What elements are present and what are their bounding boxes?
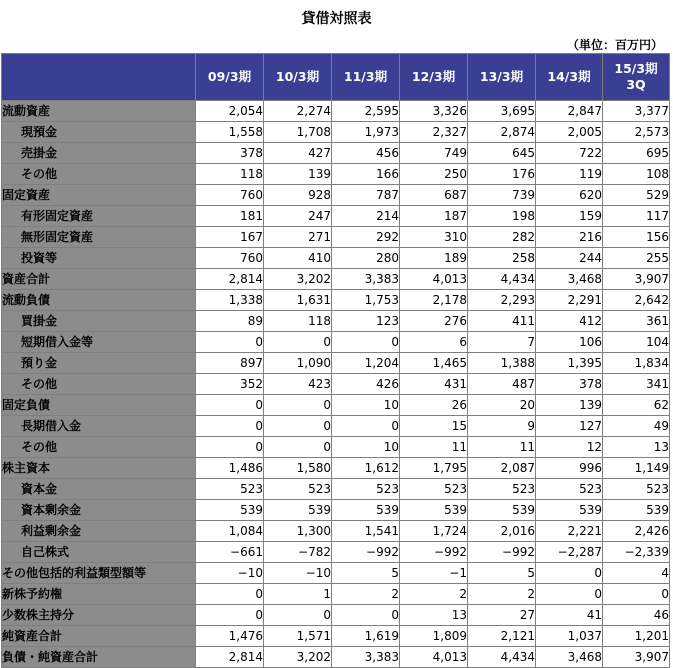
- value-cell: 6: [400, 332, 468, 353]
- value-cell: 2,221: [536, 521, 603, 542]
- value-cell: 0: [264, 332, 332, 353]
- table-row: [2, 101, 670, 122]
- row-label: 有形固定資産: [2, 206, 196, 227]
- row-label: その他: [2, 164, 196, 185]
- value-cell: 139: [264, 164, 332, 185]
- value-cell: 341: [603, 374, 670, 395]
- value-cell: 412: [536, 311, 603, 332]
- value-cell: 1,809: [400, 626, 468, 647]
- row-label: 長期借入金: [2, 416, 196, 437]
- value-cell: 247: [264, 206, 332, 227]
- value-cell: 3,907: [603, 647, 670, 668]
- value-cell: 15: [400, 416, 468, 437]
- value-cell: 2: [468, 584, 536, 605]
- value-cell: 12: [536, 437, 603, 458]
- value-cell: 0: [196, 395, 264, 416]
- column-header: 13/3期: [468, 54, 536, 101]
- row-label: 少数株主持分: [2, 605, 196, 626]
- value-cell: 62: [603, 395, 670, 416]
- page-title: 貸借対照表: [301, 11, 372, 27]
- value-cell: 20: [468, 395, 536, 416]
- value-cell: 1: [264, 584, 332, 605]
- value-cell: 41: [536, 605, 603, 626]
- table-row: [2, 164, 670, 185]
- row-label: 株主資本: [2, 458, 196, 479]
- row-label: その他包括的利益類型額等: [2, 563, 196, 584]
- value-cell: 539: [332, 500, 400, 521]
- value-cell: 0: [264, 416, 332, 437]
- row-label: 資本金: [2, 479, 196, 500]
- value-cell: 108: [603, 164, 670, 185]
- value-cell: 2,121: [468, 626, 536, 647]
- value-cell: 897: [196, 353, 264, 374]
- value-cell: 0: [264, 605, 332, 626]
- value-cell: −782: [264, 542, 332, 563]
- value-cell: 739: [468, 185, 536, 206]
- table-row: [2, 416, 670, 437]
- row-label: 無形固定資産: [2, 227, 196, 248]
- value-cell: 13: [400, 605, 468, 626]
- value-cell: 378: [196, 143, 264, 164]
- value-cell: 4,434: [468, 647, 536, 668]
- value-cell: 2,178: [400, 290, 468, 311]
- value-cell: 2,274: [264, 101, 332, 122]
- value-cell: 106: [536, 332, 603, 353]
- value-cell: 695: [603, 143, 670, 164]
- value-cell: 2,573: [603, 122, 670, 143]
- value-cell: 2,642: [603, 290, 670, 311]
- value-cell: 722: [536, 143, 603, 164]
- value-cell: 3,202: [264, 647, 332, 668]
- table-row: [2, 500, 670, 521]
- value-cell: 176: [468, 164, 536, 185]
- column-header: 10/3期: [264, 54, 332, 101]
- value-cell: 189: [400, 248, 468, 269]
- value-cell: 0: [332, 416, 400, 437]
- value-cell: 13: [603, 437, 670, 458]
- row-label: 純資産合計: [2, 626, 196, 647]
- value-cell: 10: [332, 395, 400, 416]
- value-cell: 1,395: [536, 353, 603, 374]
- value-cell: 539: [264, 500, 332, 521]
- value-cell: 1,084: [196, 521, 264, 542]
- row-label: 固定負債: [2, 395, 196, 416]
- value-cell: 352: [196, 374, 264, 395]
- value-cell: 4: [603, 563, 670, 584]
- row-label: 流動負債: [2, 290, 196, 311]
- row-label: 短期借入金等: [2, 332, 196, 353]
- value-cell: 0: [536, 584, 603, 605]
- table-row: [2, 290, 670, 311]
- value-cell: 1,724: [400, 521, 468, 542]
- row-label: 買掛金: [2, 311, 196, 332]
- value-cell: 523: [332, 479, 400, 500]
- value-cell: 1,388: [468, 353, 536, 374]
- value-cell: 1,465: [400, 353, 468, 374]
- value-cell: 0: [196, 416, 264, 437]
- value-cell: −10: [264, 563, 332, 584]
- value-cell: 187: [400, 206, 468, 227]
- value-cell: −661: [196, 542, 264, 563]
- value-cell: −10: [196, 563, 264, 584]
- table-row: [2, 479, 670, 500]
- table-row: [2, 584, 670, 605]
- value-cell: 276: [400, 311, 468, 332]
- value-cell: 9: [468, 416, 536, 437]
- value-cell: 5: [468, 563, 536, 584]
- value-cell: 2: [400, 584, 468, 605]
- value-cell: 1,631: [264, 290, 332, 311]
- value-cell: 255: [603, 248, 670, 269]
- value-cell: 258: [468, 248, 536, 269]
- value-cell: 760: [196, 248, 264, 269]
- value-cell: 539: [400, 500, 468, 521]
- row-label: 利益剰余金: [2, 521, 196, 542]
- table-row: [2, 143, 670, 164]
- value-cell: 0: [332, 605, 400, 626]
- table-row: [2, 605, 670, 626]
- value-cell: 539: [603, 500, 670, 521]
- value-cell: 49: [603, 416, 670, 437]
- table-row: [2, 353, 670, 374]
- value-cell: 198: [468, 206, 536, 227]
- table-row: [2, 122, 670, 143]
- value-cell: 118: [196, 164, 264, 185]
- value-cell: 280: [332, 248, 400, 269]
- value-cell: 2,847: [536, 101, 603, 122]
- value-cell: 3,326: [400, 101, 468, 122]
- value-cell: 214: [332, 206, 400, 227]
- row-label: 流動資産: [2, 101, 196, 122]
- table-row: [2, 332, 670, 353]
- value-cell: 687: [400, 185, 468, 206]
- table-row: [2, 458, 670, 479]
- value-cell: 0: [196, 437, 264, 458]
- value-cell: 539: [468, 500, 536, 521]
- table-body: [2, 101, 670, 668]
- value-cell: 787: [332, 185, 400, 206]
- row-label: その他: [2, 374, 196, 395]
- value-cell: 760: [196, 185, 264, 206]
- value-cell: 539: [196, 500, 264, 521]
- value-cell: 118: [264, 311, 332, 332]
- value-cell: 1,204: [332, 353, 400, 374]
- value-cell: 11: [468, 437, 536, 458]
- value-cell: 244: [536, 248, 603, 269]
- value-cell: 181: [196, 206, 264, 227]
- value-cell: 310: [400, 227, 468, 248]
- value-cell: 0: [196, 584, 264, 605]
- header-row: [2, 54, 670, 101]
- value-cell: 423: [264, 374, 332, 395]
- value-cell: 3,695: [468, 101, 536, 122]
- value-cell: 1,708: [264, 122, 332, 143]
- value-cell: 3,468: [536, 269, 603, 290]
- value-cell: 3,907: [603, 269, 670, 290]
- row-label: 預り金: [2, 353, 196, 374]
- value-cell: 3,202: [264, 269, 332, 290]
- unit-label: （単位：百万円）: [566, 38, 663, 52]
- row-label: 負債・純資産合計: [2, 647, 196, 668]
- header-corner: [2, 54, 196, 101]
- value-cell: 1,201: [603, 626, 670, 647]
- value-cell: 431: [400, 374, 468, 395]
- value-cell: 2,293: [468, 290, 536, 311]
- table-row: [2, 395, 670, 416]
- value-cell: 1,612: [332, 458, 400, 479]
- value-cell: 1,973: [332, 122, 400, 143]
- value-cell: 156: [603, 227, 670, 248]
- value-cell: 2,595: [332, 101, 400, 122]
- value-cell: 2,814: [196, 647, 264, 668]
- column-header: 15/3期 3Q: [603, 54, 670, 101]
- value-cell: 427: [264, 143, 332, 164]
- value-cell: 410: [264, 248, 332, 269]
- column-header: 11/3期: [332, 54, 400, 101]
- value-cell: 1,090: [264, 353, 332, 374]
- table-row: [2, 311, 670, 332]
- value-cell: 2: [332, 584, 400, 605]
- value-cell: 2,291: [536, 290, 603, 311]
- value-cell: 426: [332, 374, 400, 395]
- table-row: [2, 227, 670, 248]
- value-cell: 378: [536, 374, 603, 395]
- value-cell: 0: [196, 605, 264, 626]
- value-cell: 292: [332, 227, 400, 248]
- value-cell: 645: [468, 143, 536, 164]
- value-cell: 1,037: [536, 626, 603, 647]
- value-cell: 26: [400, 395, 468, 416]
- value-cell: 2,087: [468, 458, 536, 479]
- value-cell: 282: [468, 227, 536, 248]
- value-cell: −1: [400, 563, 468, 584]
- table-row: [2, 542, 670, 563]
- value-cell: 361: [603, 311, 670, 332]
- value-cell: 4,013: [400, 269, 468, 290]
- value-cell: 0: [264, 395, 332, 416]
- value-cell: 456: [332, 143, 400, 164]
- value-cell: −2,339: [603, 542, 670, 563]
- table-row: [2, 563, 670, 584]
- value-cell: 166: [332, 164, 400, 185]
- table-row: [2, 185, 670, 206]
- value-cell: 1,558: [196, 122, 264, 143]
- value-cell: 1,619: [332, 626, 400, 647]
- value-cell: 2,426: [603, 521, 670, 542]
- value-cell: 2,327: [400, 122, 468, 143]
- value-cell: −2,287: [536, 542, 603, 563]
- value-cell: 123: [332, 311, 400, 332]
- value-cell: 1,476: [196, 626, 264, 647]
- value-cell: 1,571: [264, 626, 332, 647]
- value-cell: −992: [400, 542, 468, 563]
- value-cell: 529: [603, 185, 670, 206]
- value-cell: 0: [264, 437, 332, 458]
- value-cell: 620: [536, 185, 603, 206]
- value-cell: 4,434: [468, 269, 536, 290]
- value-cell: 2,005: [536, 122, 603, 143]
- value-cell: 89: [196, 311, 264, 332]
- value-cell: 0: [332, 332, 400, 353]
- value-cell: 0: [603, 584, 670, 605]
- value-cell: 216: [536, 227, 603, 248]
- value-cell: 2,016: [468, 521, 536, 542]
- table-row: [2, 437, 670, 458]
- value-cell: 487: [468, 374, 536, 395]
- table-row: [2, 374, 670, 395]
- value-cell: 523: [603, 479, 670, 500]
- value-cell: 2,814: [196, 269, 264, 290]
- value-cell: 159: [536, 206, 603, 227]
- value-cell: 3,383: [332, 647, 400, 668]
- value-cell: 1,149: [603, 458, 670, 479]
- value-cell: 119: [536, 164, 603, 185]
- value-cell: 411: [468, 311, 536, 332]
- value-cell: 139: [536, 395, 603, 416]
- value-cell: 928: [264, 185, 332, 206]
- row-label: 売掛金: [2, 143, 196, 164]
- value-cell: 0: [536, 563, 603, 584]
- column-header: 09/3期: [196, 54, 264, 101]
- value-cell: 1,486: [196, 458, 264, 479]
- value-cell: 539: [536, 500, 603, 521]
- value-cell: 1,541: [332, 521, 400, 542]
- row-label: 新株予約権: [2, 584, 196, 605]
- table-row: [2, 269, 670, 290]
- value-cell: 4,013: [400, 647, 468, 668]
- value-cell: 7: [468, 332, 536, 353]
- balance-sheet-table: [1, 53, 670, 668]
- row-label: 資産合計: [2, 269, 196, 290]
- value-cell: 2,874: [468, 122, 536, 143]
- value-cell: −992: [468, 542, 536, 563]
- value-cell: 523: [196, 479, 264, 500]
- table-row: [2, 206, 670, 227]
- value-cell: 523: [468, 479, 536, 500]
- value-cell: 1,795: [400, 458, 468, 479]
- value-cell: 3,377: [603, 101, 670, 122]
- row-label: 固定資産: [2, 185, 196, 206]
- value-cell: 27: [468, 605, 536, 626]
- value-cell: 271: [264, 227, 332, 248]
- value-cell: 250: [400, 164, 468, 185]
- value-cell: 1,300: [264, 521, 332, 542]
- value-cell: 3,383: [332, 269, 400, 290]
- table-row: [2, 647, 670, 668]
- value-cell: −992: [332, 542, 400, 563]
- row-label: 資本剰余金: [2, 500, 196, 521]
- value-cell: 3,468: [536, 647, 603, 668]
- row-label: 投資等: [2, 248, 196, 269]
- value-cell: 1,834: [603, 353, 670, 374]
- table-row: [2, 248, 670, 269]
- value-cell: 104: [603, 332, 670, 353]
- table-row: [2, 521, 670, 542]
- value-cell: 127: [536, 416, 603, 437]
- value-cell: 523: [400, 479, 468, 500]
- value-cell: 117: [603, 206, 670, 227]
- value-cell: 5: [332, 563, 400, 584]
- value-cell: 1,580: [264, 458, 332, 479]
- column-header: 14/3期: [536, 54, 603, 101]
- value-cell: 996: [536, 458, 603, 479]
- value-cell: 11: [400, 437, 468, 458]
- value-cell: 0: [196, 332, 264, 353]
- value-cell: 46: [603, 605, 670, 626]
- value-cell: 167: [196, 227, 264, 248]
- value-cell: 1,338: [196, 290, 264, 311]
- column-header: 12/3期: [400, 54, 468, 101]
- value-cell: 1,753: [332, 290, 400, 311]
- value-cell: 749: [400, 143, 468, 164]
- row-label: その他: [2, 437, 196, 458]
- value-cell: 523: [264, 479, 332, 500]
- value-cell: 2,054: [196, 101, 264, 122]
- value-cell: 10: [332, 437, 400, 458]
- row-label: 自己株式: [2, 542, 196, 563]
- row-label: 現預金: [2, 122, 196, 143]
- value-cell: 523: [536, 479, 603, 500]
- table-row: [2, 626, 670, 647]
